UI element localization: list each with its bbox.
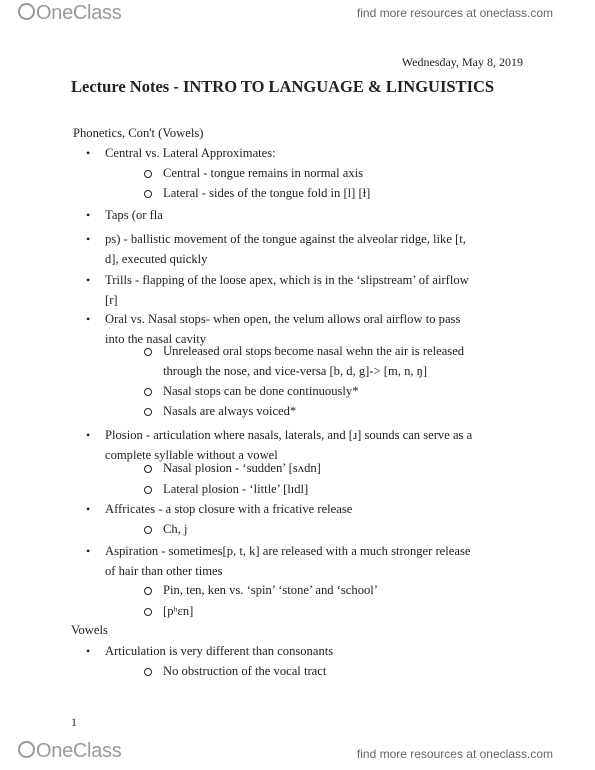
sub-bullet-icon bbox=[144, 668, 152, 676]
bullet-icon: • bbox=[86, 428, 91, 442]
list-item-continued: complete syllable without a vowel bbox=[105, 448, 278, 462]
oneclass-logo[interactable] bbox=[18, 2, 121, 25]
sub-bullet-icon bbox=[144, 486, 152, 494]
sub-bullet-icon bbox=[144, 608, 152, 616]
sub-bullet-icon bbox=[144, 587, 152, 595]
bullet-icon: • bbox=[86, 146, 91, 160]
sub-bullet-icon bbox=[144, 465, 152, 473]
sub-bullet-icon bbox=[144, 190, 152, 198]
list-item: ps) - ballistic movement of the tongue against the alveolar ridge, like [t, bbox=[105, 232, 466, 246]
list-item: Nasal plosion - ‘sudden’ [sʌdn] bbox=[163, 461, 321, 475]
bottom-bar bbox=[0, 738, 595, 770]
list-item: Nasal stops can be done continuously* bbox=[163, 384, 359, 398]
bullet-icon: • bbox=[86, 273, 91, 287]
list-item: Unreleased oral stops become nasal wehn the air is released bbox=[163, 344, 465, 358]
page-title: Lecture Notes - INTRO TO LANGUAGE & LINGUISTICS bbox=[71, 77, 495, 96]
list-item: Central vs. Lateral Approximates: bbox=[105, 146, 276, 160]
list-item: Affricates - a stop closure with a fricative release bbox=[105, 502, 353, 516]
list-item-continued: through the nose, and vice-versa [b, d, g]-> [m, n, ŋ] bbox=[163, 364, 428, 378]
list-item: Taps (or fla bbox=[105, 208, 163, 222]
oneclass-logo-icon bbox=[18, 741, 35, 758]
find-more-link[interactable]: find more resources at oneclass.com bbox=[356, 747, 553, 761]
find-more-link[interactable]: find more resources at oneclass.com bbox=[356, 6, 553, 20]
bullet-icon: • bbox=[86, 312, 91, 326]
list-item-continued: d], executed quickly bbox=[105, 252, 208, 266]
sub-bullet-icon bbox=[144, 170, 152, 178]
bullet-icon: • bbox=[86, 502, 91, 516]
oneclass-logo[interactable] bbox=[18, 740, 121, 763]
sub-bullet-icon bbox=[144, 526, 152, 534]
list-item: Ch, j bbox=[163, 522, 188, 536]
list-item: Nasals are always voiced* bbox=[163, 404, 297, 418]
sub-bullet-icon bbox=[144, 388, 152, 396]
bullet-icon: • bbox=[86, 232, 91, 246]
list-item: Pin, ten, ken vs. ‘spin’ ‘stone’ and ‘school’ bbox=[163, 583, 378, 597]
top-bar bbox=[0, 0, 595, 30]
list-item: Aspiration - sometimes[p, t, k] are released with a much stronger release bbox=[105, 544, 471, 558]
section-heading: Phonetics, Con't (Vowels) bbox=[73, 126, 204, 140]
logo-text: OneClass bbox=[36, 2, 122, 24]
list-item: [pʰɛn] bbox=[163, 604, 194, 618]
bullet-icon: • bbox=[86, 208, 91, 222]
list-item: Lateral plosion - ‘little’ [lɪdl] bbox=[163, 482, 309, 496]
list-item-continued: [r] bbox=[105, 293, 118, 307]
list-item: Central - tongue remains in normal axis bbox=[163, 166, 364, 180]
sub-bullet-icon bbox=[144, 348, 152, 356]
page-number: 1 bbox=[71, 715, 77, 729]
bullet-icon: • bbox=[86, 644, 91, 658]
list-item: Trills - flapping of the loose apex, which is in the ‘slipstream’ of airflow bbox=[105, 273, 469, 287]
section-heading: Vowels bbox=[71, 623, 108, 637]
bullet-icon: • bbox=[86, 544, 91, 558]
sub-bullet-icon bbox=[144, 408, 152, 416]
list-item: Articulation is very different than consonants bbox=[105, 644, 334, 658]
list-item-continued: into the nasal cavity bbox=[105, 332, 207, 346]
oneclass-logo-icon bbox=[18, 3, 35, 20]
list-item: Oral vs. Nasal stops- when open, the velum allows oral airflow to pass bbox=[105, 312, 461, 326]
list-item: Lateral - sides of the tongue fold in [l] [ɫ] bbox=[163, 186, 371, 200]
list-item: Plosion - articulation where nasals, laterals, and [ɹ] sounds can serve as a bbox=[105, 428, 473, 442]
lecture-date: Wednesday, May 8, 2019 bbox=[401, 55, 523, 69]
list-item: No obstruction of the vocal tract bbox=[163, 664, 327, 678]
logo-text: OneClass bbox=[36, 740, 122, 762]
list-item-continued: of hair than other times bbox=[105, 564, 223, 578]
